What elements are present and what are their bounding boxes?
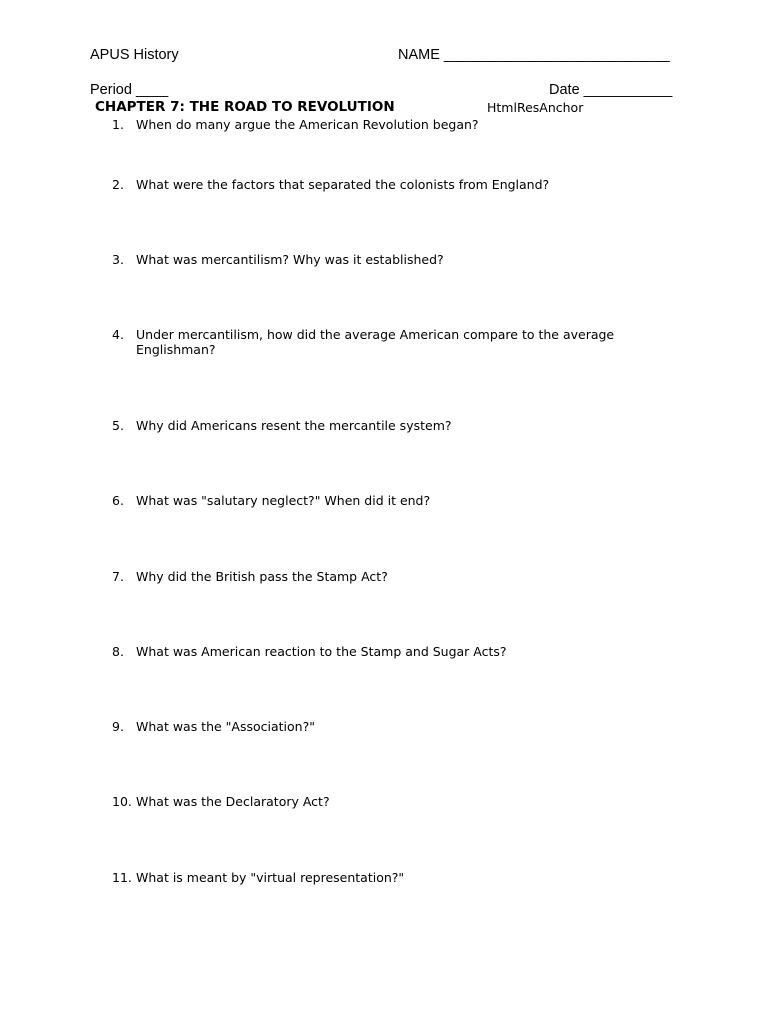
question-item — [112, 870, 672, 885]
name-field-line: NAME ____________________________ — [398, 47, 670, 63]
question-number: 2. — [112, 177, 124, 192]
question-number: 11. — [112, 870, 132, 885]
question-text: What was mercantilism? Why was it established? — [136, 252, 444, 267]
question-item — [112, 719, 672, 734]
chapter-title: CHAPTER 7: THE ROAD TO REVOLUTION — [95, 99, 395, 115]
question-number: 6. — [112, 493, 124, 508]
period-field-line: Period ____ — [90, 82, 169, 98]
question-text: Why did the British pass the Stamp Act? — [136, 569, 388, 584]
question-item — [112, 252, 672, 267]
question-number: 1. — [112, 117, 124, 132]
question-text: Under mercantilism, how did the average American compare to the average Englishman? — [136, 327, 615, 357]
question-number: 7. — [112, 569, 124, 584]
question-text: What were the factors that separated the colonists from England? — [136, 177, 550, 192]
question-text: Why did Americans resent the mercantile system? — [136, 418, 452, 433]
question-number: 4. — [112, 327, 124, 342]
question-number: 5. — [112, 418, 124, 433]
question-number: 9. — [112, 719, 124, 734]
question-number: 10. — [112, 794, 132, 809]
question-item — [112, 327, 622, 357]
question-number: 3. — [112, 252, 124, 267]
date-field-line: Date ___________ — [549, 82, 673, 98]
course-title: APUS History — [90, 47, 179, 63]
question-item — [112, 177, 672, 192]
question-text: What is meant by "virtual representation?" — [136, 870, 405, 885]
question-text: What was the "Association?" — [136, 719, 315, 734]
question-item — [112, 418, 672, 433]
question-item — [112, 794, 672, 809]
question-item — [112, 117, 672, 132]
question-number: 8. — [112, 644, 124, 659]
question-text: What was American reaction to the Stamp and Sugar Acts? — [136, 644, 507, 659]
question-text: When do many argue the American Revolution began? — [136, 117, 479, 132]
question-text: What was the Declaratory Act? — [136, 794, 330, 809]
question-item — [112, 569, 672, 584]
question-item — [112, 644, 672, 659]
anchor-text: HtmlResAnchor — [487, 100, 584, 115]
question-text: What was "salutary neglect?" When did it end? — [136, 493, 431, 508]
question-item — [112, 493, 672, 508]
